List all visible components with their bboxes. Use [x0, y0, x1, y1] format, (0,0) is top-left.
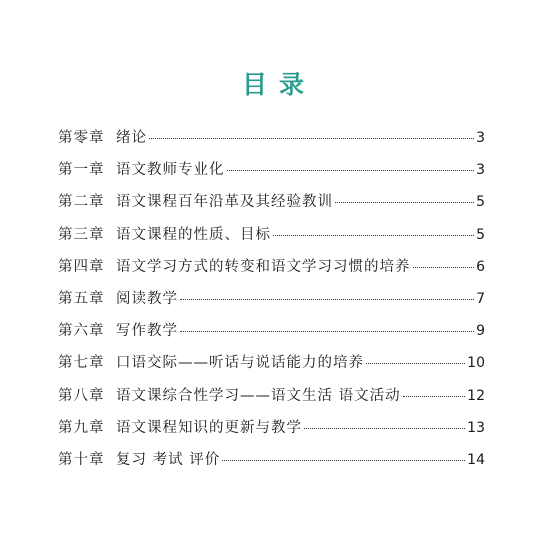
dot-leader	[413, 266, 475, 268]
toc-entry[interactable]	[58, 315, 485, 347]
page-title: 目录	[241, 70, 316, 99]
toc-entry[interactable]	[58, 219, 485, 251]
toc-chapter-number: 第零章	[58, 130, 105, 146]
dot-leader	[273, 234, 474, 236]
toc-chapter-number: 第十章	[58, 451, 105, 468]
toc-page-number: 3	[476, 130, 485, 146]
dot-leader	[222, 459, 465, 461]
toc-page-number: 6	[476, 258, 485, 275]
toc-chapter-title: 绪论	[116, 130, 147, 146]
dot-leader	[180, 330, 474, 332]
toc-chapter-title: 写作教学	[116, 323, 178, 340]
toc-chapter-number: 第四章	[58, 258, 105, 275]
dot-leader	[149, 137, 474, 139]
toc-entry[interactable]	[58, 444, 485, 476]
dot-leader	[403, 395, 466, 397]
dot-leader	[180, 298, 474, 300]
toc-page-number: 10	[467, 355, 485, 372]
toc-entry[interactable]	[58, 283, 485, 315]
toc-chapter-number: 第三章	[58, 226, 105, 243]
toc-chapter-title: 阅读教学	[116, 290, 178, 307]
toc-page-number: 14	[467, 451, 485, 468]
toc-chapter-number: 第五章	[58, 290, 105, 307]
toc-chapter-title: 语文课程知识的更新与教学	[116, 419, 302, 436]
toc-chapter-number: 第七章	[58, 355, 105, 372]
toc-entry[interactable]	[58, 122, 485, 154]
toc-chapter-number: 第六章	[58, 323, 105, 340]
toc-page-number: 7	[476, 290, 485, 307]
toc-chapter-number: 第九章	[58, 419, 105, 436]
toc-chapter-number: 第二章	[58, 194, 105, 211]
toc-chapter-title: 语文课程的性质、目标	[116, 226, 271, 243]
dot-leader	[227, 169, 475, 171]
table-of-contents	[58, 122, 485, 476]
toc-entry[interactable]	[58, 154, 485, 186]
dot-leader	[366, 362, 465, 364]
toc-page-number: 13	[467, 419, 485, 436]
toc-page-number: 3	[476, 162, 485, 179]
toc-chapter-title: 口语交际——听话与说话能力的培养	[116, 355, 364, 372]
toc-chapter-title: 语文教师专业化	[116, 162, 225, 179]
dot-leader	[304, 427, 465, 429]
toc-chapter-number: 第八章	[58, 387, 105, 404]
toc-chapter-title: 语文学习方式的转变和语文学习习惯的培养	[116, 258, 411, 275]
toc-chapter-title: 语文课程百年沿革及其经验教训	[116, 194, 333, 211]
toc-page-number: 5	[476, 226, 485, 243]
toc-chapter-title: 复习 考试 评价	[116, 451, 221, 468]
toc-page-number: 5	[476, 194, 485, 211]
toc-chapter-number: 第一章	[58, 162, 105, 179]
dot-leader	[335, 201, 474, 203]
toc-entry[interactable]	[58, 380, 485, 412]
toc-chapter-title: 语文课综合性学习——语文生活 语文活动	[116, 387, 401, 404]
toc-page-number: 12	[467, 387, 485, 404]
toc-page-number: 9	[476, 323, 485, 340]
toc-entry[interactable]	[58, 251, 485, 283]
toc-entry[interactable]	[58, 186, 485, 218]
toc-entry[interactable]	[58, 412, 485, 444]
toc-entry[interactable]	[58, 347, 485, 379]
